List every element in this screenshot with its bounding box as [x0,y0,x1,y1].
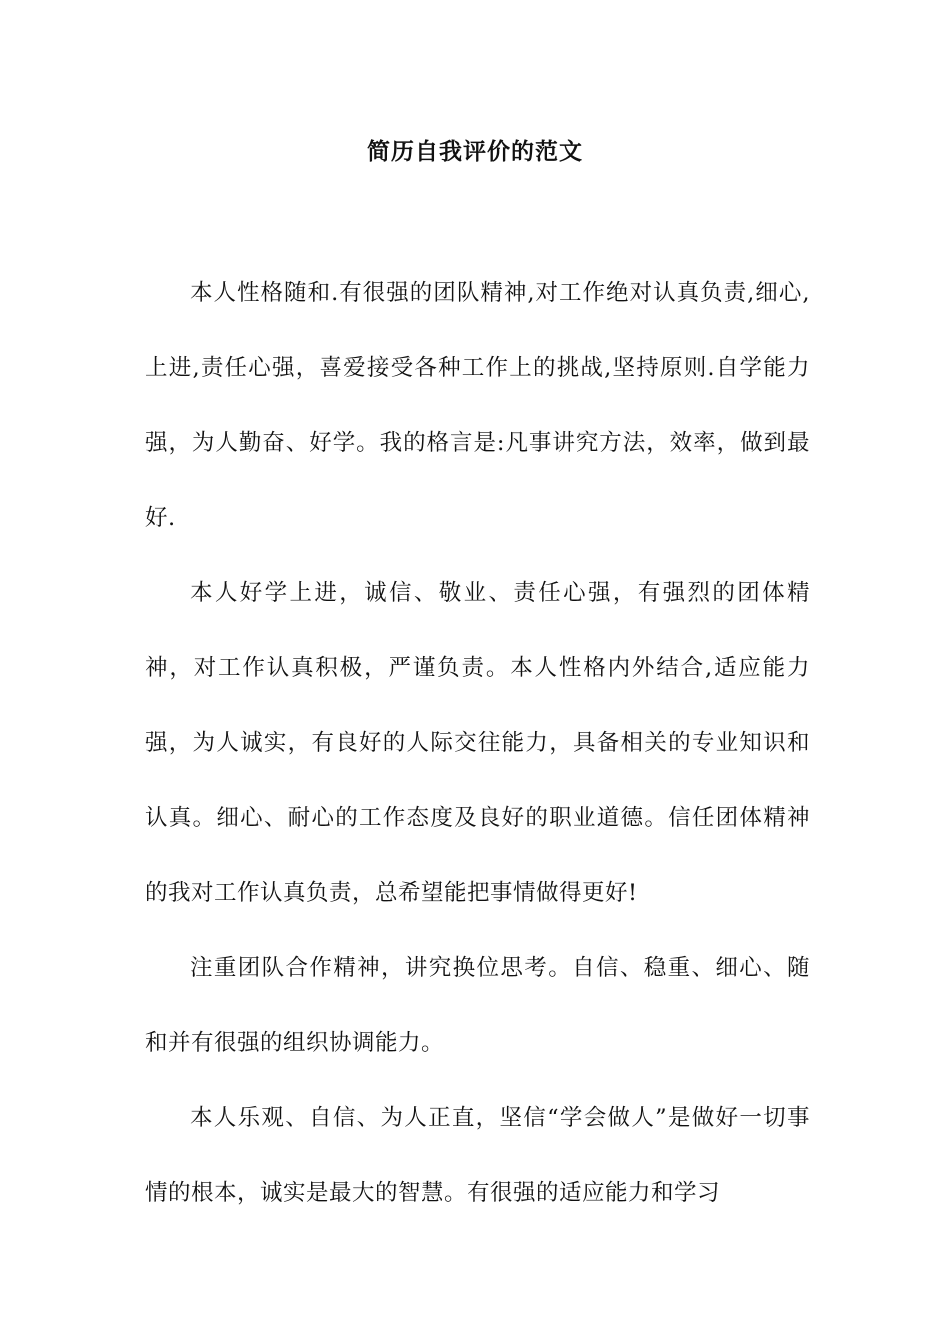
paragraph: 本人性格随和.有很强的团队精神,对工作绝对认真负责,细心,上进,责任心强，喜爱接受各种工作上的挑战,坚持原则.自学能力强，为人勤奋、好学。我的格言是:凡事讲究方法，效率，做到最好. [145,280,810,531]
paragraph: 本人好学上进，诚信、敬业、责任心强，有强烈的团体精神，对工作认真积极，严谨负责。本人性格内外结合,适应能力强，为人诚实，有良好的人际交往能力，具备相关的专业知识和认真。细心、耐心的工作态度及良好的职业道德。信任团体精神的我对工作认真负责，总希望能把事情做得更好! [145,580,810,906]
paragraph: 本人乐观、自信、为人正直，坚信“学会做人”是做好一切事情的根本，诚实是最大的智慧。有很强的适应能力和学习 [145,1105,810,1206]
document-body [145,256,810,1231]
document-title: 简历自我评价的范文 [367,138,583,165]
paragraph: 注重团队合作精神，讲究换位思考。自信、稳重、细心、随和并有很强的组织协调能力。 [145,955,810,1056]
